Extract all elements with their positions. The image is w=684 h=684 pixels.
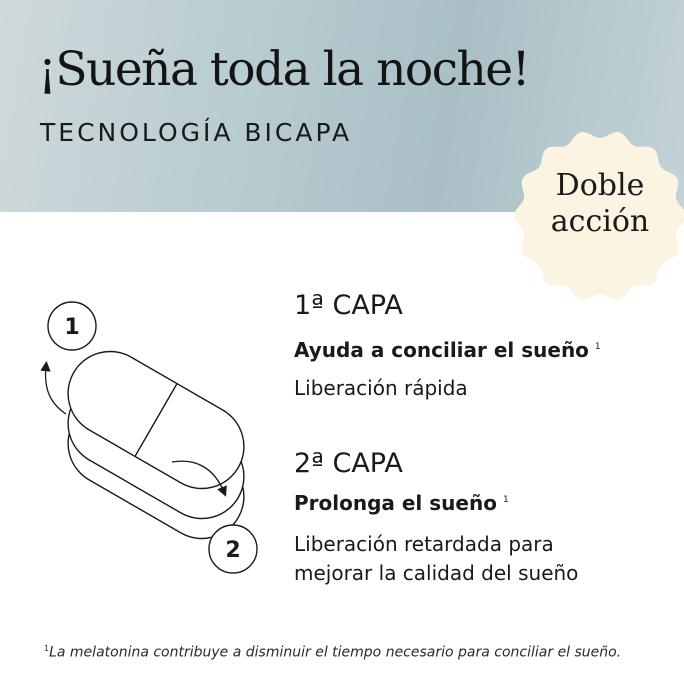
footnote-marker: 1 [44,644,50,653]
badge-line-2: acción [550,204,650,239]
bilayer-tablet-illustration [36,290,276,590]
layer-2-release [294,530,578,588]
marker-2 [209,525,257,573]
layer-1-benefit-text: Ayuda a conciliar el sueño [294,338,589,362]
layer-1-footnote-ref: 1 [594,342,601,352]
layer-2-benefit [294,491,509,515]
layer-2-heading: 2ª CAPA [294,448,403,479]
layer-1-arrow-icon [46,366,66,414]
marker-1 [48,302,96,350]
double-action-badge [512,168,684,240]
footnote-text: La melatonina contribuye a disminuir el tiempo necesario para conciliar el sueño. [49,644,622,661]
layer-2-footnote-ref: 1 [502,495,509,505]
layer-1-release-line-1: Liberación rápida [294,376,468,400]
page-subtitle: TECNOLOGÍA BICAPA [40,118,353,147]
layer-1-release [294,374,468,403]
page-title: ¡Sueña toda la noche! [38,42,529,97]
layer-2-release-line-2: mejorar la calidad del sueño [294,561,579,585]
marker-1-label: 1 [64,315,80,340]
layer-2-benefit-text: Prolonga el sueño [294,491,497,515]
layer-2-release-line-1: Liberación retardada para [294,532,554,556]
marker-2-label: 2 [225,538,241,563]
footnote [44,644,621,661]
layer-1-benefit [294,338,601,362]
badge-line-1: Doble [555,168,645,203]
layer-1-heading: 1ª CAPA [294,290,403,321]
